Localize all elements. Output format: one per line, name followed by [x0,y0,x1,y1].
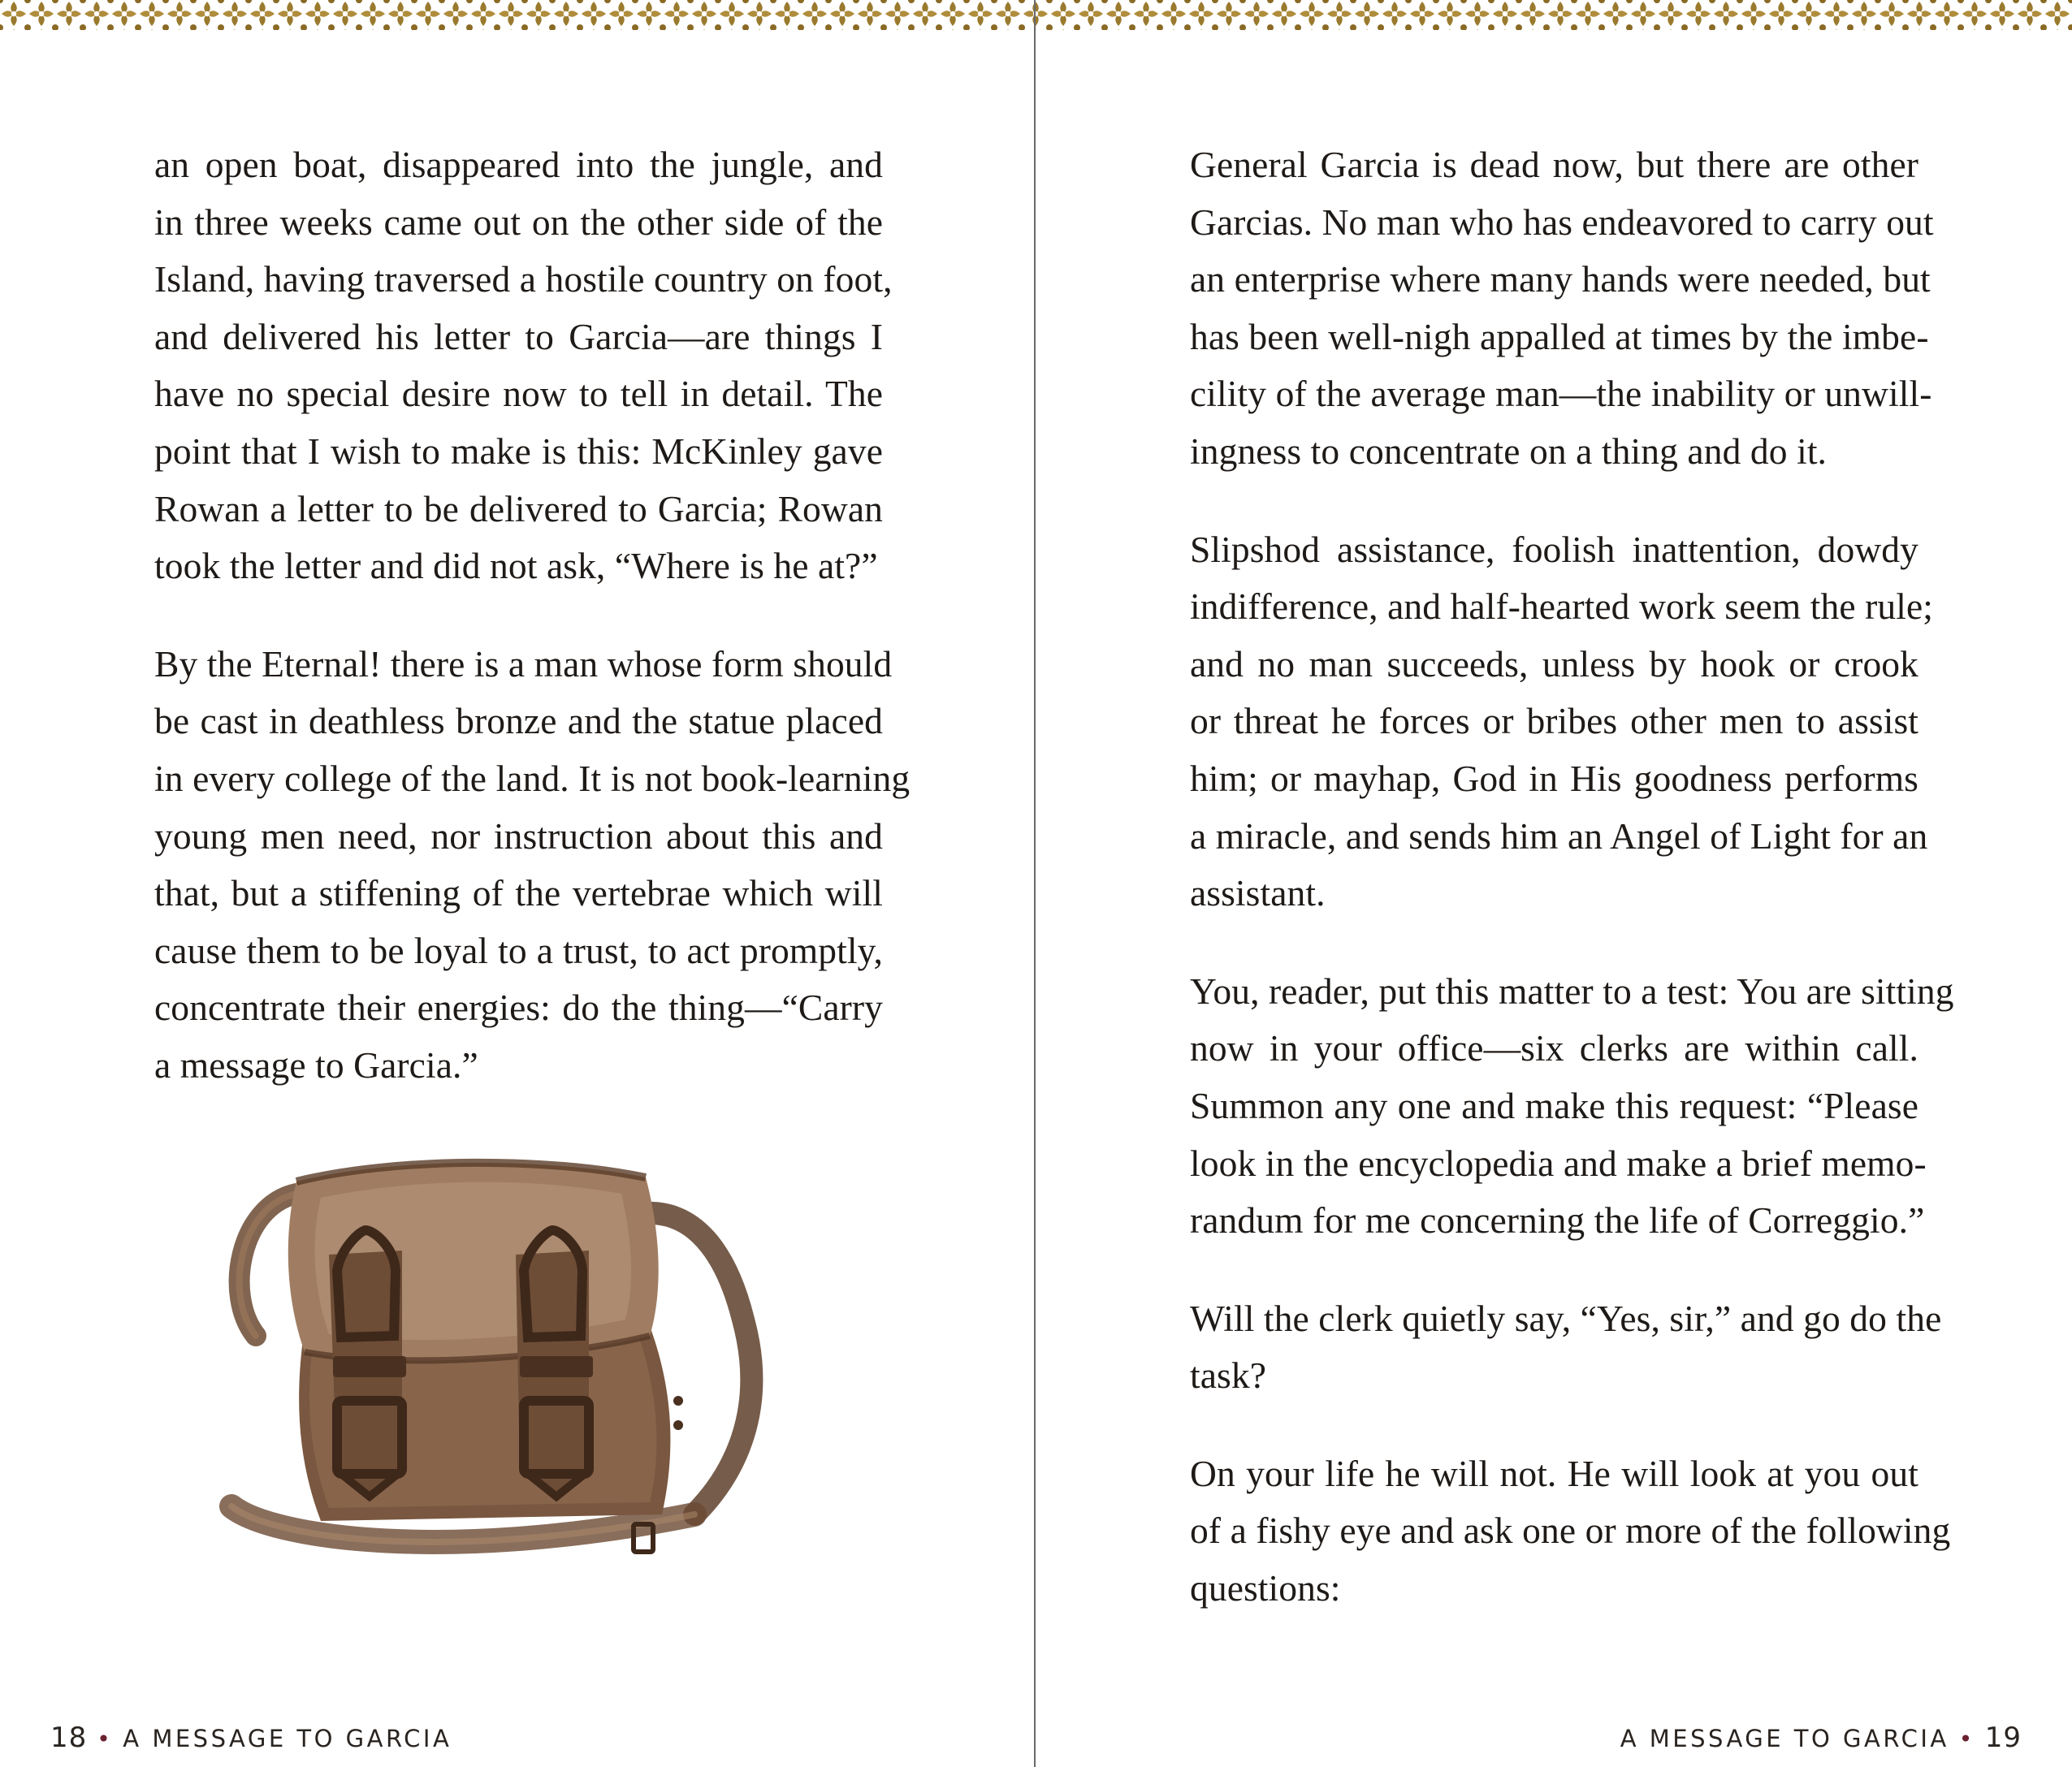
left-page [0,0,1034,1767]
left-page-body [154,136,911,1135]
text-line: By the Eternal! there is a man whose form should [154,642,893,685]
paragraph [1190,1445,1951,1618]
text-line: now in your office—six clerks are within call. [1190,1027,1918,1069]
text-line: a miracle, and sends him an Angel of Light for an [1190,814,1928,857]
text-line: Rowan a letter to be delivered to Garcia; Rowan [154,487,883,529]
text-line: that, but a stiffening of the vertebrae which will [154,872,883,914]
text-line: Garcias. No man who has endeavored to carry out [1190,201,1934,243]
right-page [1036,0,2072,1767]
paragraph [1190,136,1934,481]
text-line: took the letter and did not ask, “Where is he at?” [154,545,878,587]
folio-right [1620,1722,2022,1754]
text-line: concentrate their energies: do the thing—“Carry [154,987,883,1029]
text-line: assistant. [1190,872,1326,914]
text-line: General Garcia is dead now, but there are other [1190,144,1918,185]
text-line: Slipshod assistance, foolish inattention, dowdy [1190,528,1918,570]
text-line: of a fishy eye and ask one or more of the following [1190,1510,1951,1552]
text-line: and delivered his letter to Garcia—are things I [154,315,883,357]
text-line: has been well-nigh appalled at times by the imbe- [1190,315,1929,357]
running-title: A MESSAGE TO GARCIA [123,1725,452,1752]
page-number: 18 [50,1722,88,1754]
text-line: young men need, nor instruction about this and [154,814,883,857]
text-line: You, reader, put this matter to a test: You are sitting [1190,970,1954,1012]
paragraph [1190,963,1954,1250]
text-line: and no man succeeds, unless by hook or crook [1190,642,1918,685]
paragraph [154,136,893,595]
running-title: A MESSAGE TO GARCIA [1620,1725,1949,1752]
text-line: indifference, and half-hearted work seem the rule; [1190,585,1933,628]
text-line: cility of the average man—the inability or unwill- [1190,373,1932,415]
text-line: Will the clerk quietly say, “Yes, sir,” and go do the [1190,1297,1942,1339]
folio-bullet: • [97,1726,114,1752]
text-line: an open boat, disappeared into the jungle, and [154,144,883,185]
text-line: in three weeks came out on the other side of the [154,201,883,243]
satchel-illustration [207,1133,857,1604]
folio-left [50,1722,452,1754]
text-line: be cast in deathless bronze and the statue placed [154,700,883,742]
text-line: point that I wish to make is this: McKinley gave [154,430,883,472]
text-line: randum for me concerning the life of Correggio.” [1190,1199,1925,1242]
text-line: ingness to concentrate on a thing and do it. [1190,430,1828,472]
satchel-drawing [207,1133,857,1604]
paragraph [1190,1290,1942,1405]
text-line: or threat he forces or bribes other men to assist [1190,700,1918,742]
text-line: look in the encyclopedia and make a brief memo- [1190,1142,1927,1184]
folio-bullet: • [1958,1726,1975,1752]
text-line: have no special desire now to tell in detail. The [154,373,883,415]
text-line: a message to Garcia.” [154,1043,478,1086]
paragraph [1190,521,1933,922]
text-line: task? [1190,1354,1266,1397]
text-line: him; or mayhap, God in His goodness performs [1190,757,1918,799]
page-number: 19 [1984,1722,2022,1754]
text-line: cause them to be loyal to a trust, to act promptly, [154,929,883,971]
paragraph [154,636,911,1095]
text-line: an enterprise where many hands were needed, but [1190,258,1931,300]
text-line: in every college of the land. It is not book-learning [154,757,911,799]
text-line: Island, having traversed a hostile country on foot, [154,258,893,300]
text-line: Summon any one and make this request: “Please [1190,1084,1918,1126]
text-line: On your life he will not. He will look at you out [1190,1452,1918,1494]
right-page-body [1190,136,1954,1658]
text-line: questions: [1190,1567,1341,1609]
